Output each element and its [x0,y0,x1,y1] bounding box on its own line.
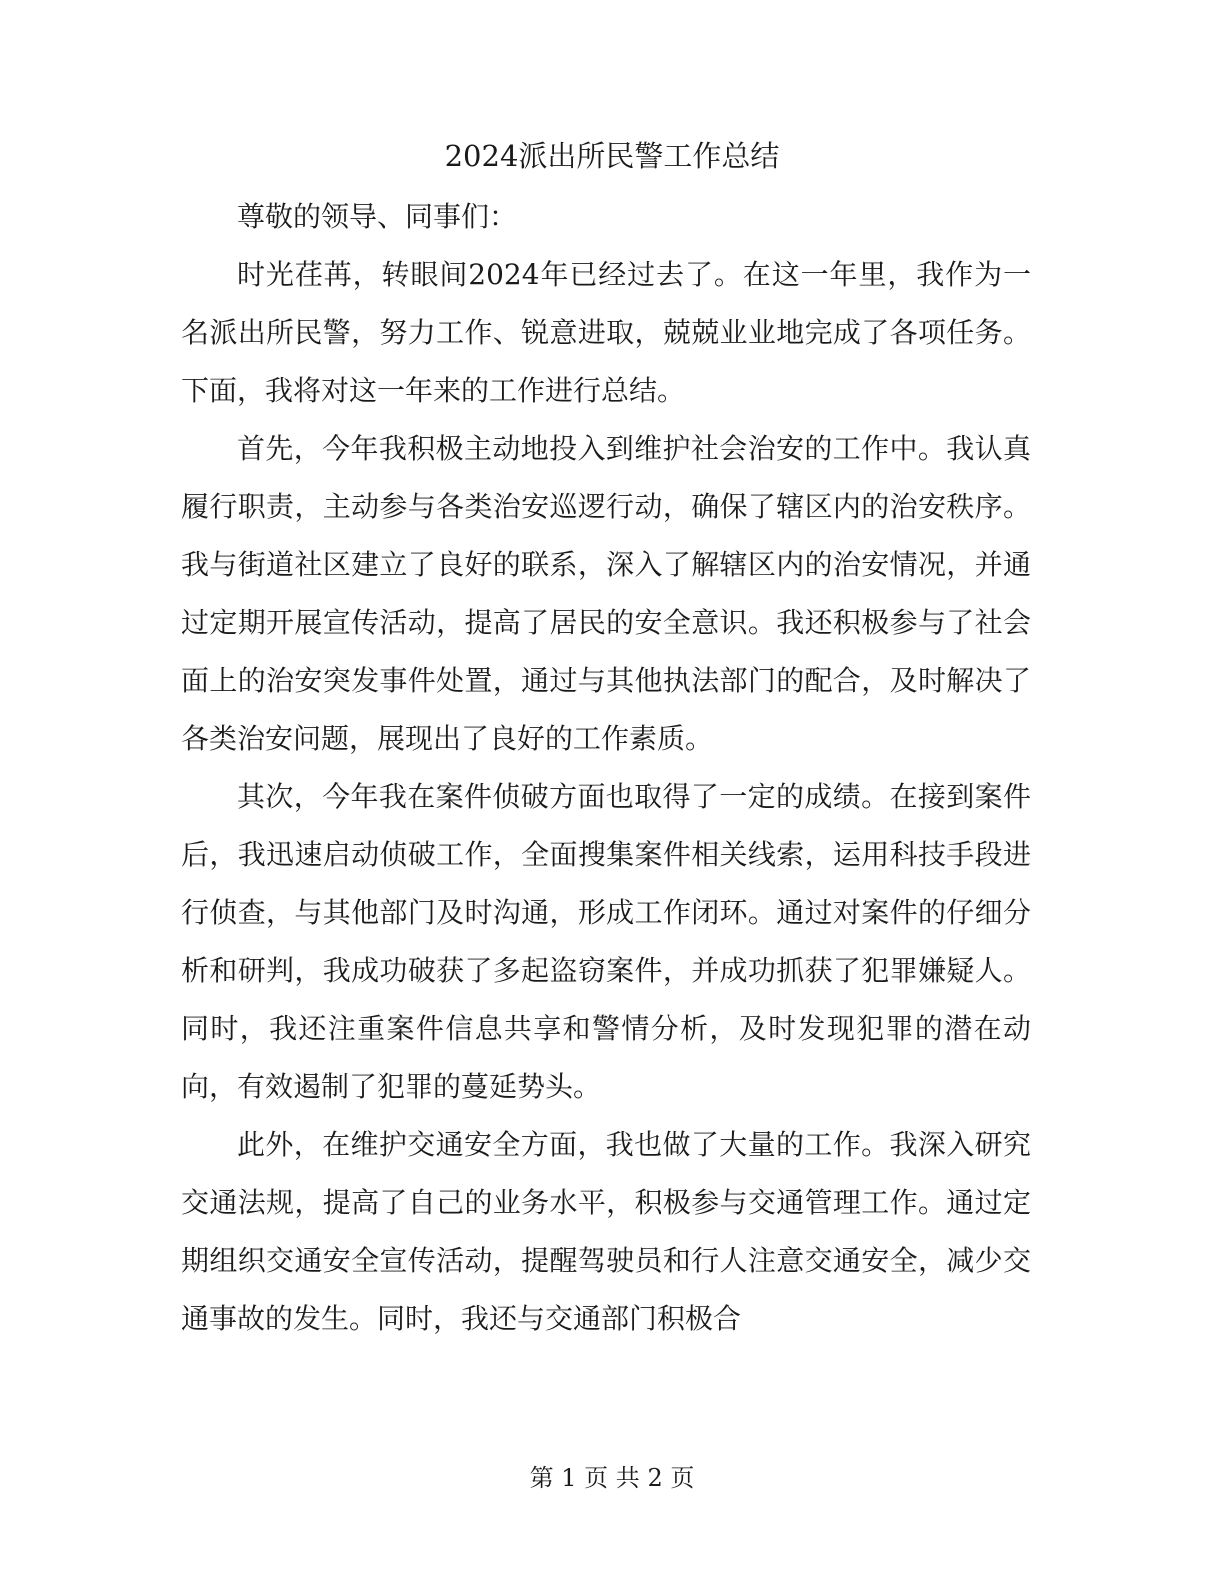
paragraph-intro: 时光荏苒，转眼间2024年已经过去了。在这一年里，我作为一名派出所民警，努力工作、锐意进取，兢兢业业地完成了各项任务。下面，我将对这一年来的工作进行总结。 [181,258,1031,407]
paragraph-traffic-safety: 此外，在维护交通安全方面，我也做了大量的工作。我深入研究交通法规，提高了自己的业务水平，积极参与交通管理工作。通过定期组织交通安全宣传活动，提醒驾驶员和行人注意交通安全，减少交通事故的发生。同时，我还与交通部门积极合 [181,1128,1031,1335]
paragraph-public-security: 首先，今年我积极主动地投入到维护社会治安的工作中。我认真履行职责，主动参与各类治安巡逻行动，确保了辖区内的治安秩序。我与街道社区建立了良好的联系，深入了解辖区内的治安情况，并通过定期开展宣传活动，提高了居民的安全意识。我还积极参与了社会面上的治安突发事件处置，通过与其他执法部门的配合，及时解决了各类治安问题，展现出了良好的工作素质。 [181,432,1031,755]
page-number: 第 1 页 共 2 页 [529,1464,695,1492]
paragraph-salutation: 尊敬的领导、同事们： [237,200,518,233]
document-body [181,188,1031,1348]
paragraph-case-solving: 其次，今年我在案件侦破方面也取得了一定的成绩。在接到案件后，我迅速启动侦破工作，全面搜集案件相关线索，运用科技手段进行侦查，与其他部门及时沟通，形成工作闭环。通过对案件的仔细分析和研判，我成功破获了多起盗窃案件，并成功抓获了犯罪嫌疑人。同时，我还注重案件信息共享和警情分析，及时发现犯罪的潜在动向，有效遏制了犯罪的蔓延势头。 [181,780,1031,1103]
document-title: 2024派出所民警工作总结 [444,139,780,173]
